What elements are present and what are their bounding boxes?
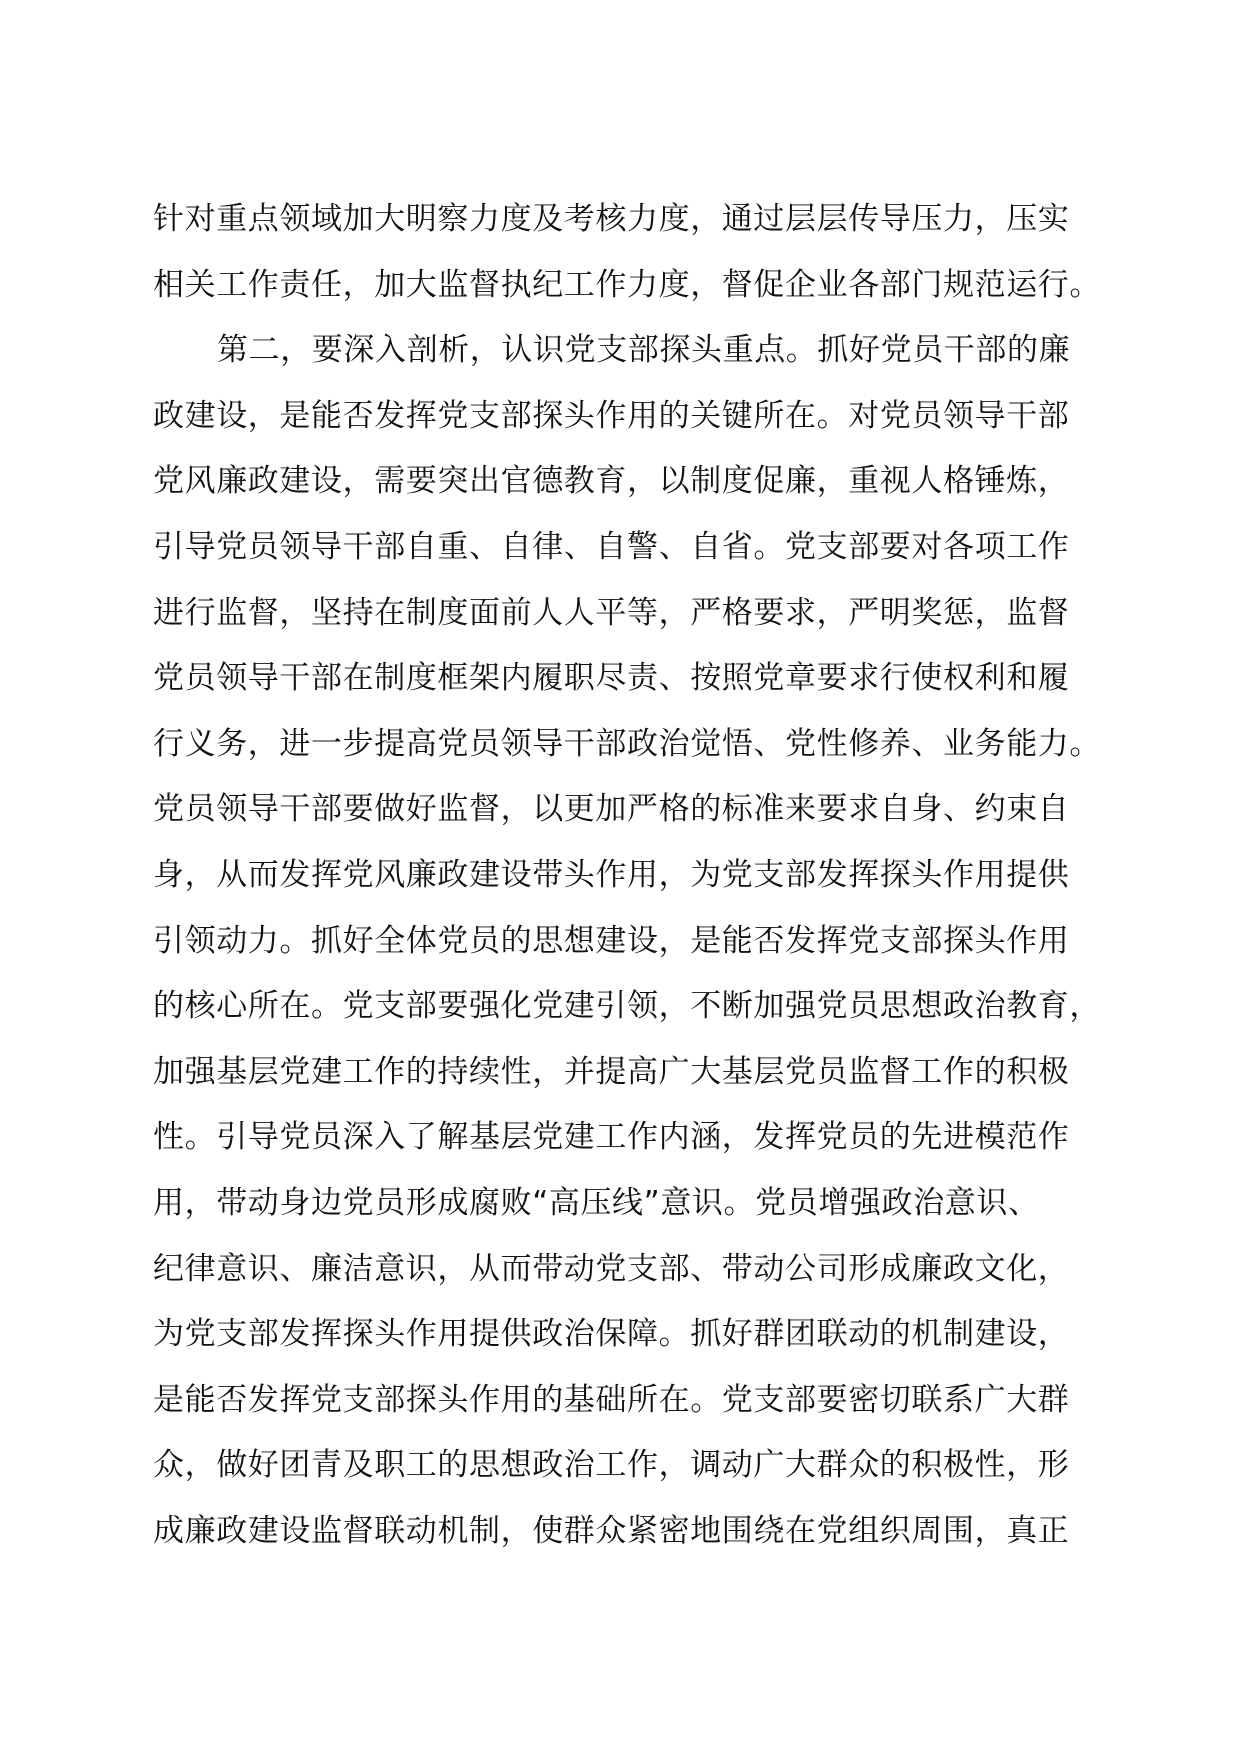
text-line: 性。引导党员深入了解基层党建工作内涵，发挥党员的先进模范作 [153,1119,1070,1156]
text-line: 引领动力。抓好全体党员的思想建设，是能否发挥党支部探头作用 [153,922,1070,959]
text-line: 身，从而发挥党风廉政建设带头作用，为党支部发挥探头作用提供 [153,856,1070,893]
text-line: 政建设，是能否发挥党支部探头作用的关键所在。对党员领导干部 [153,397,1070,434]
text-line: 众，做好团青及职工的思想政治工作，调动广大群众的积极性，形 [153,1447,1070,1484]
text-line: 是能否发挥党支部探头作用的基础所在。党支部要密切联系广大群 [153,1381,1070,1418]
paragraph-start-line: 第二，要深入剖析，认识党支部探头重点。抓好党员干部的廉 [217,332,1071,369]
body-text [153,187,1101,1564]
text-line: 党员领导干部要做好监督，以更加严格的标准来要求自身、约束自 [153,791,1070,828]
text-line: 的核心所在。党支部要强化党建引领，不断加强党员思想政治教育， [153,988,1101,1025]
text-line: 用，带动身边党员形成腐败“高压线”意识。党员增强政治意识、 [153,1184,1040,1221]
text-line: 为党支部发挥探头作用提供政治保障。抓好群团联动的机制建设， [153,1316,1070,1353]
text-line: 加强基层党建工作的持续性，并提高广大基层党员监督工作的积极 [153,1053,1070,1090]
text-line: 行义务，进一步提高党员领导干部政治觉悟、党性修养、业务能力。 [153,725,1101,762]
text-line: 引导党员领导干部自重、自律、自警、自省。党支部要对各项工作 [153,528,1070,565]
text-line: 成廉政建设监督联动机制，使群众紧密地围绕在党组织周围，真正 [153,1512,1070,1549]
text-line: 纪律意识、廉洁意识，从而带动党支部、带动公司形成廉政文化， [153,1250,1070,1287]
text-line: 针对重点领域加大明察力度及考核力度，通过层层传导压力，压实 [153,201,1070,237]
text-line: 党员领导干部在制度框架内履职尽责、按照党章要求行使权利和履 [153,660,1070,697]
text-line: 进行监督，坚持在制度面前人人平等，严格要求，严明奖惩，监督 [153,594,1070,631]
text-line: 相关工作责任，加大监督执纪工作力度，督促企业各部门规范运行。 [153,266,1101,303]
text-line: 党风廉政建设，需要突出官德教育，以制度促廉，重视人格锤炼， [153,463,1070,500]
